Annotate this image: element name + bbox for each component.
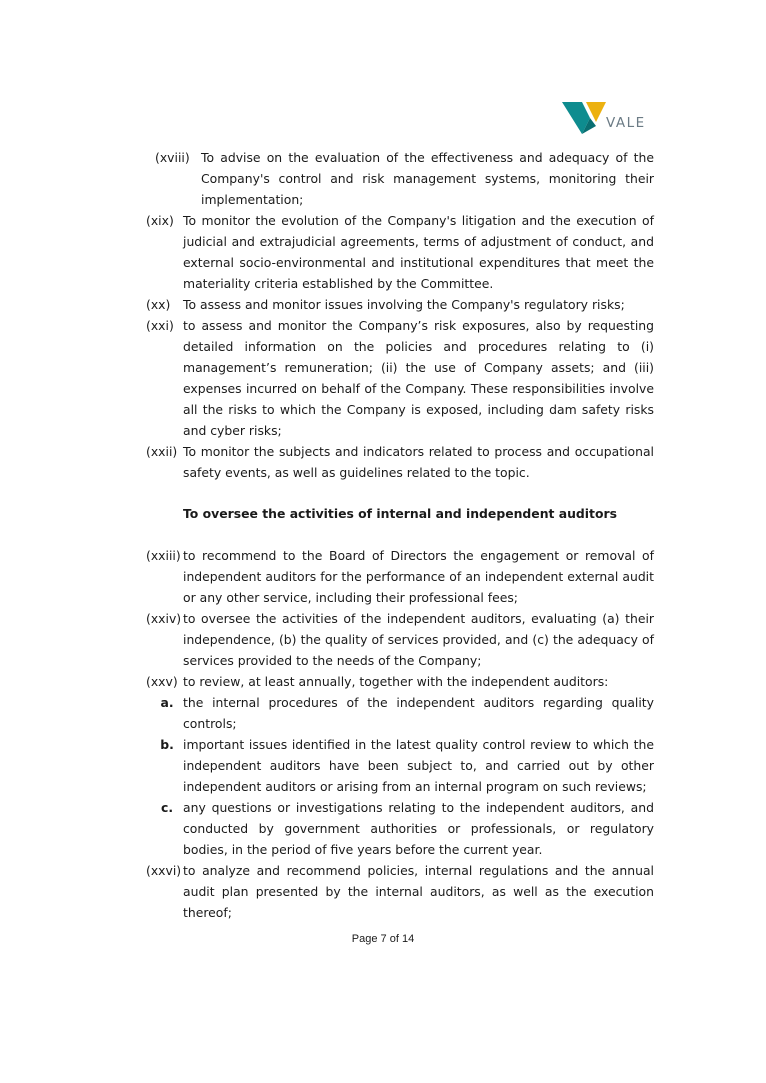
list-item-xxvi xyxy=(146,860,654,923)
list-item-xxiii xyxy=(146,545,654,608)
item-text: To assess and monitor issues involving the Company's regulatory risks; xyxy=(183,297,625,312)
page-number: Page 7 of 14 xyxy=(351,933,415,945)
list-item-xxv xyxy=(146,671,654,692)
logo-wordmark: VALE xyxy=(606,115,646,131)
item-label: c. xyxy=(160,800,174,815)
vale-logo-mark-icon xyxy=(562,100,606,138)
list-item-xix xyxy=(146,210,654,294)
item-label: (xxv) xyxy=(146,674,178,689)
item-text: any questions or investigations relating to the independent auditors, and conducted by government authorities or professionals, or regulatory bodies, in the period of five years before the current year. xyxy=(183,800,654,857)
sub-item-b xyxy=(146,734,654,797)
document-body xyxy=(146,147,654,923)
item-label: (xxi) xyxy=(146,318,174,333)
item-label: b. xyxy=(160,737,174,752)
list-item-xxiv xyxy=(146,608,654,671)
item-label: (xix) xyxy=(146,213,174,228)
item-text: to review, at least annually, together with the independent auditors: xyxy=(183,674,609,689)
item-text: To monitor the subjects and indicators related to process and occupational safety events, as well as guidelines related to the topic. xyxy=(183,444,654,480)
item-label: (xxiv) xyxy=(146,611,182,626)
list-item-xx xyxy=(146,294,654,315)
item-label: (xviii) xyxy=(155,150,190,165)
item-label: (xx) xyxy=(146,297,171,312)
list-item-xxii xyxy=(146,441,654,483)
sub-item-c xyxy=(146,797,654,860)
item-text: important issues identified in the latest quality control review to which the independent auditors have been subject to, and carried out by other independent auditors or arising from an internal program on such reviews; xyxy=(183,737,654,794)
item-label: (xxiii) xyxy=(146,548,181,563)
item-text: To advise on the evaluation of the effectiveness and adequacy of the Company's control and risk management systems, monitoring their implementation; xyxy=(201,150,654,207)
list-item-xviii xyxy=(146,147,654,210)
item-text: to analyze and recommend policies, internal regulations and the annual audit plan presented by the internal auditors, as well as the execution thereof; xyxy=(183,863,654,920)
sub-item-a xyxy=(146,692,654,734)
item-text: To monitor the evolution of the Company's litigation and the execution of judicial and extrajudicial agreements, terms of adjustment of conduct, and external socio-environmental and institutional expenditures that meet the materiality criteria established by the Committee. xyxy=(183,213,654,291)
item-label: (xxvi) xyxy=(146,863,182,878)
item-text: the internal procedures of the independent auditors regarding quality controls; xyxy=(183,695,654,731)
item-text: to oversee the activities of the independent auditors, evaluating (a) their independence, (b) the quality of services provided, and (c) the adequacy of services provided to the needs of the Company; xyxy=(183,611,654,668)
item-text: to assess and monitor the Company’s risk exposures, also by requesting detailed information on the policies and procedures relating to (i) management’s remuneration; (ii) the use of Company assets; and (iii) expenses incurred on behalf of the Company. These responsibilities involve all the risks to which the Company is exposed, including dam safety risks and cyber risks; xyxy=(183,318,654,438)
item-label: a. xyxy=(160,695,174,710)
vale-logo xyxy=(562,100,654,138)
item-text: to recommend to the Board of Directors the engagement or removal of independent auditors for the performance of an independent external audit or any other service, including their professional fees; xyxy=(183,548,654,605)
list-item-xxi xyxy=(146,315,654,441)
section-heading: To oversee the activities of internal and independent auditors xyxy=(183,506,617,521)
item-label: (xxii) xyxy=(146,444,178,459)
